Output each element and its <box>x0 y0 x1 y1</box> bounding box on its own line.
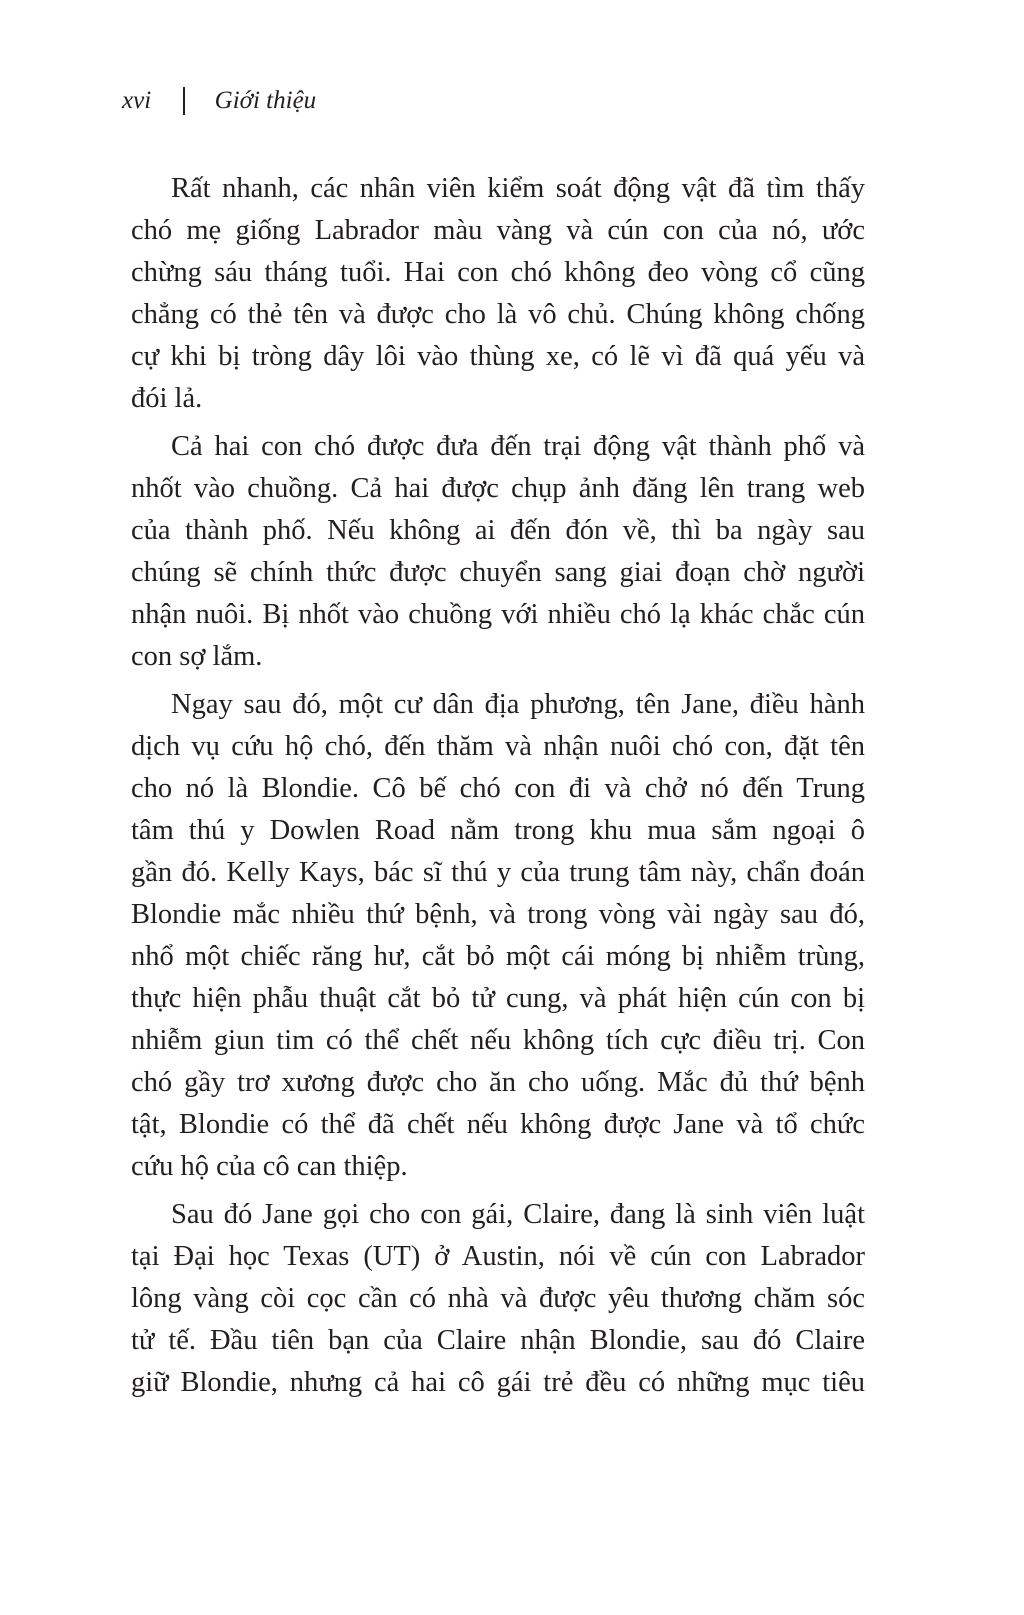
text-line: chó gầy trơ xương được cho ăn cho uống. Mắc đủ thứ bệnh <box>131 1067 865 1098</box>
text-line: Sau đó Jane gọi cho con gái, Claire, đang là sinh viên luật <box>171 1199 865 1230</box>
text-line: nhổ một chiếc răng hư, cắt bỏ một cái móng bị nhiễm trùng, <box>131 941 865 972</box>
text-line: cho nó là Blondie. Cô bế chó con đi và chở nó đến Trung <box>131 773 865 804</box>
text-line: tâm thú y Dowlen Road nằm trong khu mua sắm ngoại ô <box>131 815 865 846</box>
paragraph-1 <box>131 168 865 420</box>
text-line: chúng sẽ chính thức được chuyển sang giai đoạn chờ người <box>131 557 865 588</box>
text-line: tử tế. Đầu tiên bạn của Claire nhận Blondie, sau đó Claire <box>131 1325 865 1356</box>
text-line: chừng sáu tháng tuổi. Hai con chó không đeo vòng cổ cũng <box>131 257 865 288</box>
text-line: Rất nhanh, các nhân viên kiểm soát động vật đã tìm thấy <box>171 173 865 204</box>
text-line: tại Đại học Texas (UT) ở Austin, nói về cún con Labrador <box>131 1241 865 1272</box>
text-line: tật, Blondie có thể đã chết nếu không được Jane và tổ chức <box>131 1109 865 1140</box>
paragraph-2 <box>131 426 865 678</box>
text-line: cứu hộ của cô can thiệp. <box>131 1151 408 1182</box>
text-line: của thành phố. Nếu không ai đến đón về, thì ba ngày sau <box>131 515 865 546</box>
text-line: cự khi bị tròng dây lôi vào thùng xe, có lẽ vì đã quá yếu và <box>131 341 865 372</box>
running-head <box>122 84 316 118</box>
chapter-title: Giới thiệu <box>214 87 317 114</box>
paragraph-4 <box>131 1194 865 1404</box>
text-line: nhiễm giun tim có thể chết nếu không tích cực điều trị. Con <box>131 1025 865 1056</box>
text-line: chó mẹ giống Labrador màu vàng và cún con của nó, ước <box>131 215 865 246</box>
paragraph-3 <box>131 684 865 1188</box>
text-line: lông vàng còi cọc cần có nhà và được yêu thương chăm sóc <box>131 1283 865 1314</box>
text-line: đói lả. <box>131 383 203 414</box>
text-line: con sợ lắm. <box>131 641 263 672</box>
text-line: Cả hai con chó được đưa đến trại động vật thành phố và <box>171 431 865 462</box>
page-number: xvi <box>122 87 152 114</box>
text-line: Blondie mắc nhiều thứ bệnh, và trong vòng vài ngày sau đó, <box>131 899 865 930</box>
body-text <box>131 168 865 1410</box>
header-separator <box>183 87 185 115</box>
text-line: nhốt vào chuồng. Cả hai được chụp ảnh đăng lên trang web <box>131 473 865 504</box>
text-line: giữ Blondie, nhưng cả hai cô gái trẻ đều có những mục tiêu <box>131 1367 865 1398</box>
text-line: nhận nuôi. Bị nhốt vào chuồng với nhiều chó lạ khác chắc cún <box>131 599 865 630</box>
text-line: gần đó. Kelly Kays, bác sĩ thú y của trung tâm này, chẩn đoán <box>131 857 865 888</box>
text-line: thực hiện phẫu thuật cắt bỏ tử cung, và phát hiện cún con bị <box>131 983 865 1014</box>
text-line: Ngay sau đó, một cư dân địa phương, tên Jane, điều hành <box>171 689 865 720</box>
text-line: dịch vụ cứu hộ chó, đến thăm và nhận nuôi chó con, đặt tên <box>131 731 865 762</box>
text-line: chẳng có thẻ tên và được cho là vô chủ. Chúng không chống <box>131 299 865 330</box>
